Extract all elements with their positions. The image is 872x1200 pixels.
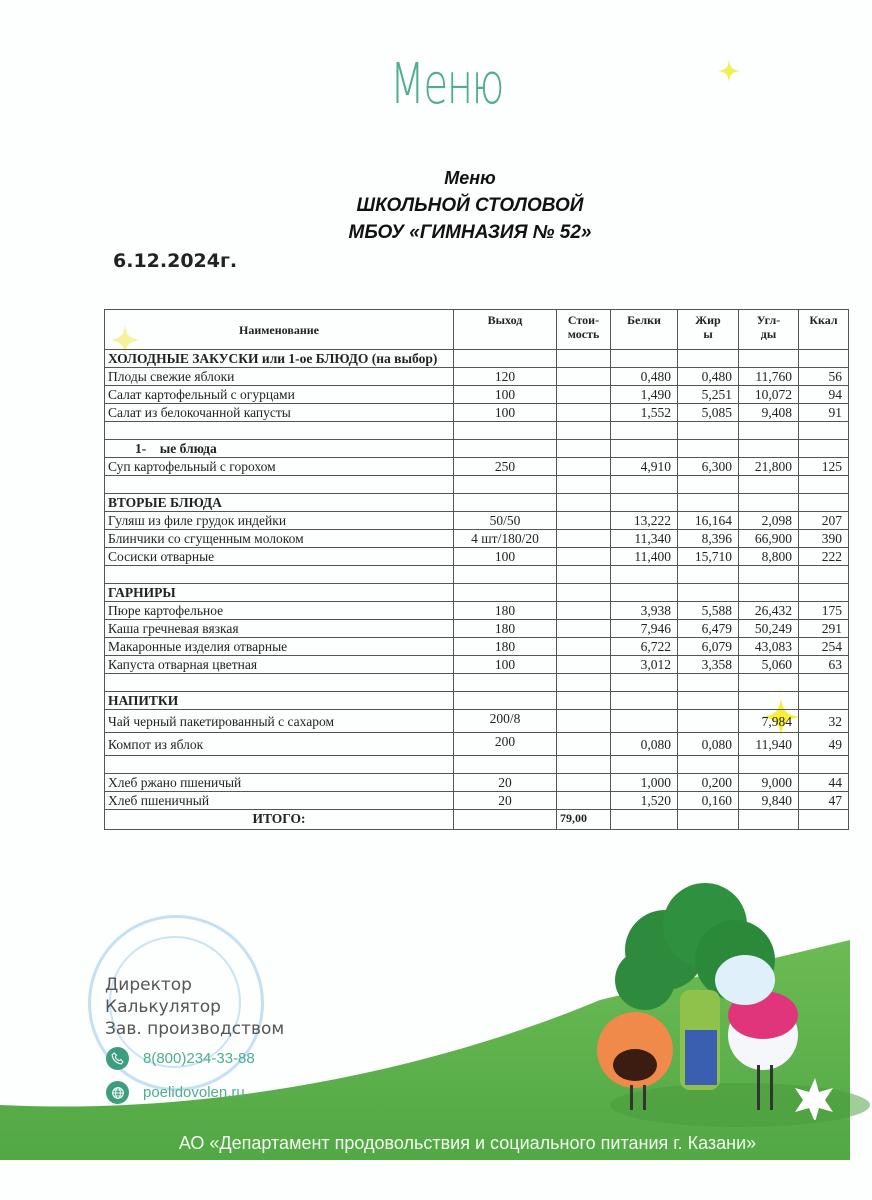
table-cell (557, 620, 611, 638)
menu-table (104, 309, 849, 830)
table-row (105, 774, 849, 792)
table-cell (557, 733, 611, 756)
section-row (105, 494, 849, 512)
table-cell: 250 (454, 458, 557, 476)
table-cell (557, 774, 611, 792)
table-cell (454, 756, 557, 774)
table-row (105, 548, 849, 566)
table-cell (678, 810, 739, 830)
table-cell: 5,251 (678, 386, 739, 404)
signature-production-head: Зав. производством (105, 1019, 285, 1039)
table-cell (105, 756, 454, 774)
table-cell (454, 566, 557, 584)
table-cell (557, 638, 611, 656)
table-cell (739, 692, 799, 710)
table-cell: 10,072 (739, 386, 799, 404)
table-row (105, 638, 849, 656)
table-cell: 0,480 (678, 368, 739, 386)
table-cell: 26,432 (739, 602, 799, 620)
table-cell: 175 (799, 602, 849, 620)
table-cell: 0,080 (678, 733, 739, 756)
table-cell (557, 710, 611, 733)
table-row (105, 656, 849, 674)
table-cell: 0,160 (678, 792, 739, 810)
table-cell: 5,060 (739, 656, 799, 674)
phone-icon (106, 1047, 129, 1070)
table-cell: 180 (454, 638, 557, 656)
table-cell: 50/50 (454, 512, 557, 530)
section-cold-snacks: ХОЛОДНЫЕ ЗАКУСКИ или 1-ое БЛЮДО (на выбор) (105, 350, 454, 368)
section-second-courses: ВТОРЫЕ БЛЮДА (105, 494, 454, 512)
table-cell: 2,098 (739, 512, 799, 530)
table-cell (557, 602, 611, 620)
table-cell: 3,012 (611, 656, 678, 674)
header-school-name: МБОУ «ГИМНАЗИЯ № 52» (348, 222, 592, 243)
contact-phone (106, 1047, 255, 1070)
empty-row (105, 422, 849, 440)
table-cell (678, 566, 739, 584)
table-cell: 11,340 (611, 530, 678, 548)
phone-number[interactable]: 8(800)234-33-88 (143, 1050, 255, 1067)
table-cell (799, 350, 849, 368)
empty-row (105, 476, 849, 494)
table-cell: Чай черный пакетированный с сахаром (105, 710, 454, 733)
table-cell: 20 (454, 792, 557, 810)
table-cell: 0,200 (678, 774, 739, 792)
table-cell: 254 (799, 638, 849, 656)
table-cell: 20 (454, 774, 557, 792)
table-cell (557, 530, 611, 548)
empty-row (105, 756, 849, 774)
table-cell: 56 (799, 368, 849, 386)
column-header-kcal: Ккал (799, 310, 849, 350)
table-cell (454, 494, 557, 512)
table-cell (739, 494, 799, 512)
table-row (105, 404, 849, 422)
table-cell: Сосиски отварные (105, 548, 454, 566)
table-cell (799, 692, 849, 710)
table-cell: 200/8 (454, 710, 557, 733)
table-cell (799, 494, 849, 512)
table-cell: 13,222 (611, 512, 678, 530)
section-row (105, 584, 849, 602)
table-header-row (105, 310, 849, 350)
contact-website (106, 1081, 245, 1104)
table-cell: 3,938 (611, 602, 678, 620)
table-cell (105, 422, 454, 440)
table-cell: 222 (799, 548, 849, 566)
table-cell (557, 404, 611, 422)
table-cell (557, 422, 611, 440)
decorative-title: Меню (390, 52, 503, 117)
table-cell (557, 368, 611, 386)
table-cell: 49 (799, 733, 849, 756)
table-cell: 207 (799, 512, 849, 530)
table-cell (454, 422, 557, 440)
table-cell: 8,800 (739, 548, 799, 566)
table-cell (557, 674, 611, 692)
table-cell (678, 350, 739, 368)
table-cell (557, 566, 611, 584)
table-cell: 9,408 (739, 404, 799, 422)
table-cell: 44 (799, 774, 849, 792)
empty-row (105, 674, 849, 692)
table-cell: 32 (799, 710, 849, 733)
table-cell (678, 476, 739, 494)
table-cell (799, 584, 849, 602)
table-cell (105, 476, 454, 494)
table-row (105, 620, 849, 638)
table-cell: Капуста отварная цветная (105, 656, 454, 674)
table-row (105, 512, 849, 530)
table-cell: 4,910 (611, 458, 678, 476)
table-cell (739, 810, 799, 830)
table-cell: 8,396 (678, 530, 739, 548)
table-cell: 6,722 (611, 638, 678, 656)
table-cell: Салат из белокочанной капусты (105, 404, 454, 422)
table-cell (678, 710, 739, 733)
table-cell: 120 (454, 368, 557, 386)
table-cell: 0,480 (611, 368, 678, 386)
section-row (105, 692, 849, 710)
table-cell (611, 710, 678, 733)
table-cell: 6,079 (678, 638, 739, 656)
table-cell (454, 810, 557, 830)
table-cell: 5,085 (678, 404, 739, 422)
table-cell: 180 (454, 620, 557, 638)
column-header-carbs: Угл- ды (739, 310, 799, 350)
table-cell: 4 шт/180/20 (454, 530, 557, 548)
table-cell (799, 422, 849, 440)
table-cell (739, 440, 799, 458)
vegetable-characters-illustration (585, 880, 872, 1120)
table-cell: 50,249 (739, 620, 799, 638)
total-row (105, 810, 849, 830)
table-cell: 1,000 (611, 774, 678, 792)
table-cell (739, 476, 799, 494)
table-cell (454, 584, 557, 602)
table-cell: 94 (799, 386, 849, 404)
table-cell: 291 (799, 620, 849, 638)
empty-row (105, 566, 849, 584)
table-row (105, 710, 849, 733)
table-cell: Каша гречневая вязкая (105, 620, 454, 638)
column-header-yield: Выход (454, 310, 557, 350)
table-cell (611, 350, 678, 368)
column-header-cost: Стои- мость (557, 310, 611, 350)
table-cell (454, 440, 557, 458)
table-cell: 1,490 (611, 386, 678, 404)
table-cell (557, 756, 611, 774)
table-row (105, 733, 849, 756)
table-cell: 9,840 (739, 792, 799, 810)
signature-calculator: Калькулятор (105, 997, 221, 1017)
table-cell (454, 350, 557, 368)
table-cell (454, 476, 557, 494)
section-side-dishes: ГАРНИРЫ (105, 584, 454, 602)
table-cell: Плоды свежие яблоки (105, 368, 454, 386)
table-cell: 11,940 (739, 733, 799, 756)
footer-organization: АО «Департамент продовольствия и социального питания г. Казани» (178, 1133, 757, 1153)
table-cell (678, 674, 739, 692)
table-cell (799, 756, 849, 774)
table-cell: 7,946 (611, 620, 678, 638)
table-cell (557, 494, 611, 512)
table-cell (739, 674, 799, 692)
table-cell (739, 422, 799, 440)
table-cell: Гуляш из филе грудок индейки (105, 512, 454, 530)
table-cell: 63 (799, 656, 849, 674)
table-cell (611, 440, 678, 458)
table-cell (105, 566, 454, 584)
table-cell: 66,900 (739, 530, 799, 548)
table-row (105, 792, 849, 810)
table-cell (678, 494, 739, 512)
column-header-fat: Жир ы (678, 310, 739, 350)
table-cell: 91 (799, 404, 849, 422)
table-cell (454, 692, 557, 710)
section-row (105, 440, 849, 458)
table-row (105, 530, 849, 548)
table-cell (611, 584, 678, 602)
table-cell (611, 692, 678, 710)
table-cell (799, 476, 849, 494)
table-cell (557, 656, 611, 674)
table-cell (557, 476, 611, 494)
column-header-protein: Белки (611, 310, 678, 350)
table-cell: 100 (454, 404, 557, 422)
table-cell (611, 810, 678, 830)
table-cell: 200 (454, 733, 557, 756)
table-cell: 390 (799, 530, 849, 548)
section-row (105, 350, 849, 368)
table-cell (799, 810, 849, 830)
table-cell: 15,710 (678, 548, 739, 566)
table-cell (557, 458, 611, 476)
table-cell (739, 566, 799, 584)
table-cell: 9,000 (739, 774, 799, 792)
table-cell: Компот из яблок (105, 733, 454, 756)
table-cell: Салат картофельный с огурцами (105, 386, 454, 404)
globe-icon (106, 1081, 129, 1104)
table-cell (739, 350, 799, 368)
table-cell (678, 756, 739, 774)
table-cell: Суп картофельный с горохом (105, 458, 454, 476)
table-cell (611, 476, 678, 494)
header-school-canteen: ШКОЛЬНОЙ СТОЛОВОЙ (356, 195, 584, 216)
table-cell: Макаронные изделия отварные (105, 638, 454, 656)
table-cell: 6,479 (678, 620, 739, 638)
table-cell (611, 422, 678, 440)
table-cell: Хлеб ржано пшеничый (105, 774, 454, 792)
table-cell: 3,358 (678, 656, 739, 674)
table-row (105, 602, 849, 620)
table-cell: Блинчики со сгущенным молоком (105, 530, 454, 548)
table-cell (557, 792, 611, 810)
table-cell (557, 512, 611, 530)
table-cell (611, 756, 678, 774)
section-drinks: НАПИТКИ (105, 692, 454, 710)
table-cell (105, 674, 454, 692)
table-cell: 43,083 (739, 638, 799, 656)
table-cell: 1,520 (611, 792, 678, 810)
table-cell: 1,552 (611, 404, 678, 422)
table-cell: 21,800 (739, 458, 799, 476)
table-cell (678, 422, 739, 440)
table-cell (557, 692, 611, 710)
header-menu: Меню (444, 168, 496, 188)
table-cell (739, 756, 799, 774)
total-label: ИТОГО: (105, 810, 454, 830)
table-cell: 11,400 (611, 548, 678, 566)
table-row (105, 458, 849, 476)
table-cell: 5,588 (678, 602, 739, 620)
table-cell (799, 566, 849, 584)
table-cell: 100 (454, 656, 557, 674)
table-cell: 11,760 (739, 368, 799, 386)
table-cell: 0,080 (611, 733, 678, 756)
table-cell (557, 386, 611, 404)
table-cell: 100 (454, 386, 557, 404)
table-cell: 125 (799, 458, 849, 476)
total-cost: 79,00 (557, 810, 611, 830)
sparkle-icon (718, 60, 740, 82)
column-header-name: Наименование (105, 310, 454, 350)
table-cell: 6,300 (678, 458, 739, 476)
table-cell (739, 584, 799, 602)
table-cell: 180 (454, 602, 557, 620)
table-cell: 47 (799, 792, 849, 810)
table-cell (611, 566, 678, 584)
signature-director: Директор (105, 975, 192, 995)
table-cell: 7,984 (739, 710, 799, 733)
table-cell: 16,164 (678, 512, 739, 530)
table-cell (557, 548, 611, 566)
table-cell (611, 494, 678, 512)
table-row (105, 386, 849, 404)
table-cell (678, 584, 739, 602)
table-cell: 100 (454, 548, 557, 566)
table-cell (678, 692, 739, 710)
website-link[interactable]: poelidovolen.ru (143, 1084, 245, 1101)
table-cell (799, 674, 849, 692)
table-cell (557, 350, 611, 368)
table-cell: Пюре картофельное (105, 602, 454, 620)
table-cell (799, 440, 849, 458)
table-cell: Хлеб пшеничный (105, 792, 454, 810)
table-cell (557, 584, 611, 602)
menu-date: 6.12.2024г. (113, 250, 238, 272)
table-cell (611, 674, 678, 692)
table-cell (557, 440, 611, 458)
table-cell (678, 440, 739, 458)
table-row (105, 368, 849, 386)
section-first-courses: 1- ые блюда (105, 440, 454, 458)
table-cell (454, 674, 557, 692)
